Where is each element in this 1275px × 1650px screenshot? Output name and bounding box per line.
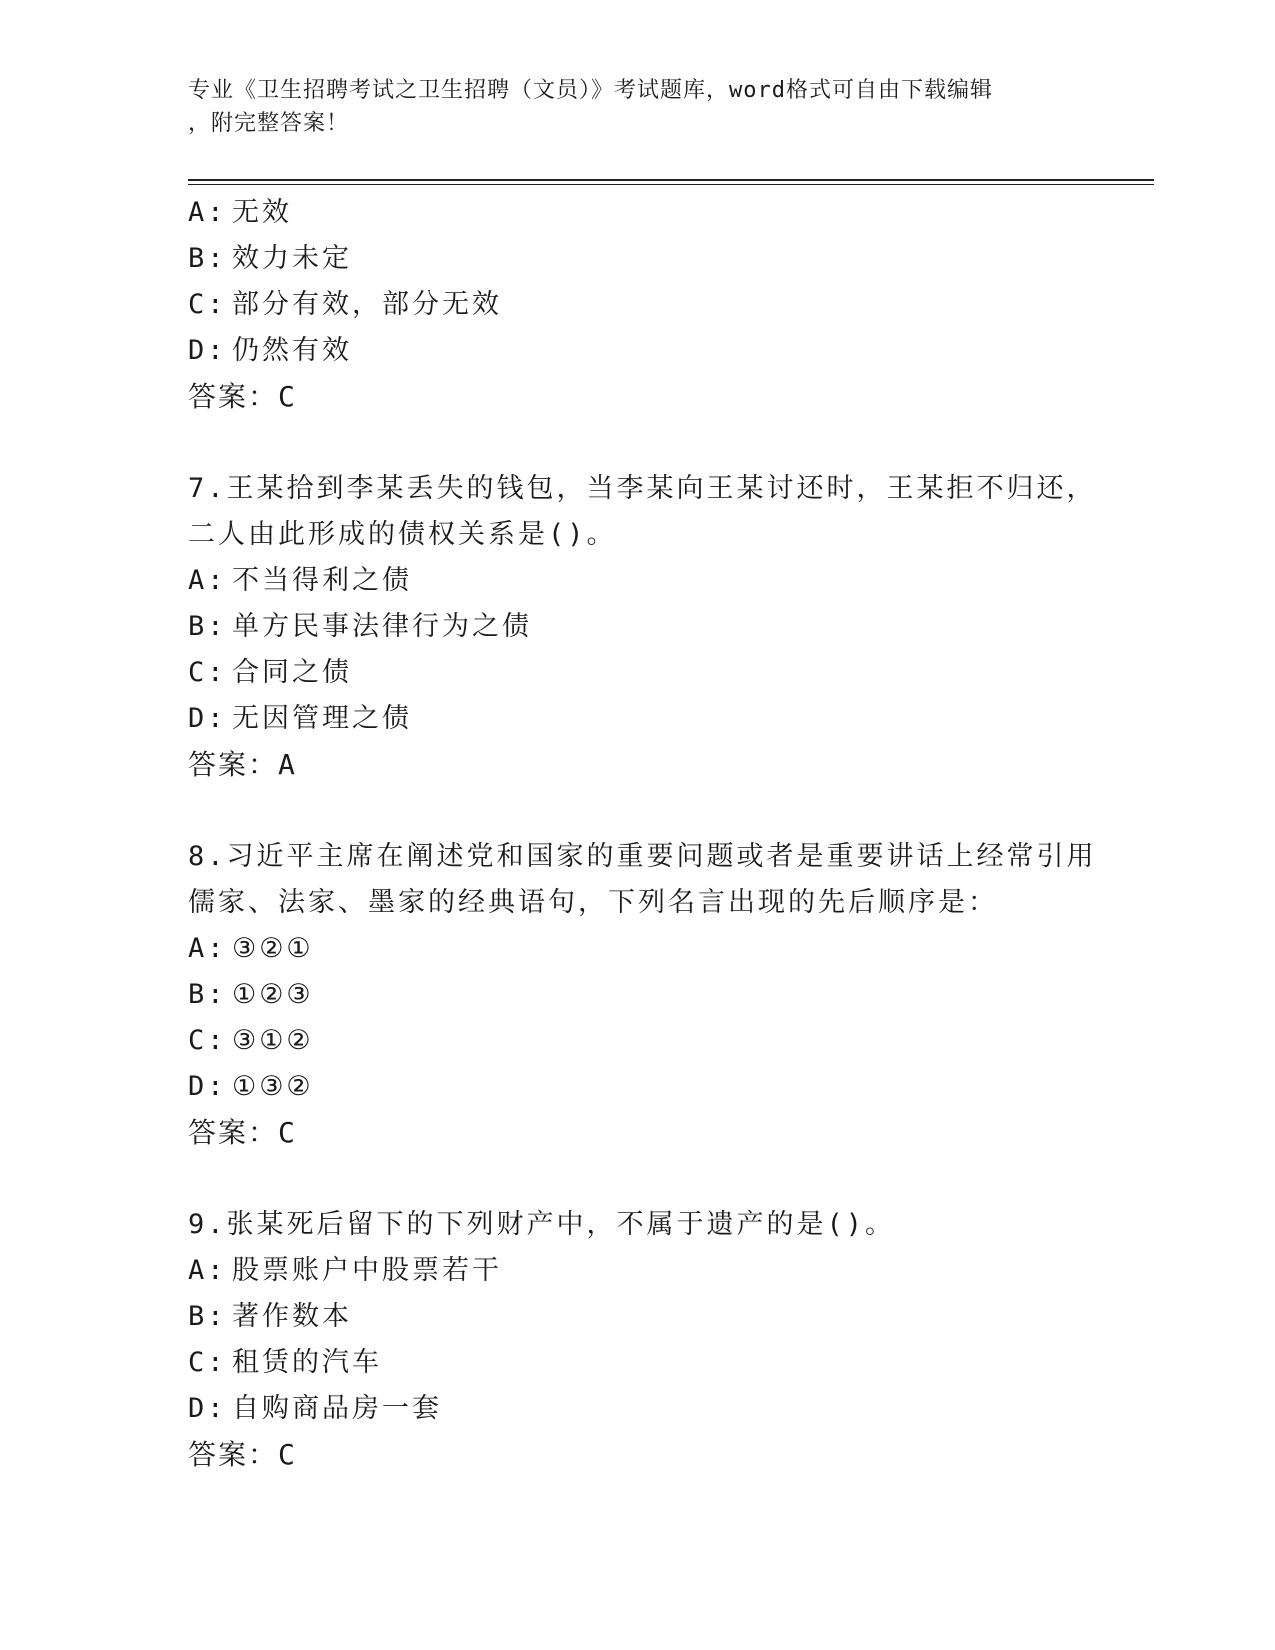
option-c: C: ③①② — [188, 1025, 314, 1056]
option-text: ①②③ — [232, 979, 314, 1010]
option-b: B: 效力未定 — [188, 243, 352, 274]
option-c: C: 部分有效，部分无效 — [188, 289, 502, 320]
question-8 — [188, 834, 1097, 1156]
question-stem-line-1: 7.王某拾到李某丢失的钱包，当李某向王某讨还时，王某拒不归还， — [188, 473, 1097, 504]
option-text: 无效 — [232, 197, 292, 228]
question-stem-line-1: 8.习近平主席在阐述党和国家的重要问题或者是重要讲话上经常引用 — [188, 841, 1097, 872]
option-text: 合同之债 — [232, 657, 352, 688]
option-text: ③①② — [232, 1025, 314, 1056]
option-text: 仍然有效 — [232, 335, 352, 366]
option-a: A: 股票账户中股票若干 — [188, 1255, 502, 1286]
document-header — [188, 74, 1088, 140]
option-b: B: ①②③ — [188, 979, 314, 1010]
header-line-1: 专业《卫生招聘考试之卫生招聘（文员）》考试题库，word格式可自由下载编辑 — [188, 78, 993, 103]
header-divider-thin — [188, 184, 1154, 185]
option-text: 著作数本 — [232, 1301, 352, 1332]
option-d: D: ①③② — [188, 1071, 314, 1102]
option-d: D: 自购商品房一套 — [188, 1393, 442, 1424]
option-a: A: ③②① — [188, 933, 314, 964]
answer-line: 答案：A — [188, 748, 297, 781]
question-content — [188, 190, 1097, 1478]
option-text: ③②① — [232, 933, 314, 964]
question-stem-line-2: 二人由此形成的债权关系是()。 — [188, 519, 617, 550]
option-c: C: 租赁的汽车 — [188, 1347, 382, 1378]
question-7 — [188, 466, 1097, 788]
answer-line: 答案：C — [188, 1438, 297, 1471]
option-text: 股票账户中股票若干 — [232, 1255, 502, 1286]
option-d: D: 仍然有效 — [188, 335, 352, 366]
question-stem-line-1: 9.张某死后留下的下列财产中，不属于遗产的是()。 — [188, 1209, 896, 1240]
question-stem-line-2: 儒家、法家、墨家的经典语句，下列名言出现的先后顺序是： — [188, 887, 998, 918]
option-d: D: 无因管理之债 — [188, 703, 412, 734]
option-text: 部分有效，部分无效 — [232, 289, 502, 320]
option-text: 租赁的汽车 — [232, 1347, 382, 1378]
option-text: 不当得利之债 — [232, 565, 412, 596]
option-a: A: 不当得利之债 — [188, 565, 412, 596]
header-divider-thick — [188, 179, 1154, 181]
option-text: 单方民事法律行为之债 — [232, 611, 532, 642]
option-b: B: 单方民事法律行为之债 — [188, 611, 532, 642]
option-a: A: 无效 — [188, 197, 292, 228]
option-text: 自购商品房一套 — [232, 1393, 442, 1424]
answer-line: 答案：C — [188, 380, 297, 413]
option-b: B: 著作数本 — [188, 1301, 352, 1332]
question-6 — [188, 190, 1088, 420]
question-9 — [188, 1202, 1088, 1478]
header-line-2: ，附完整答案！ — [188, 111, 350, 136]
option-text: ①③② — [232, 1071, 314, 1102]
option-c: C: 合同之债 — [188, 657, 352, 688]
option-text: 无因管理之债 — [232, 703, 412, 734]
option-text: 效力未定 — [232, 243, 352, 274]
answer-line: 答案：C — [188, 1116, 297, 1149]
